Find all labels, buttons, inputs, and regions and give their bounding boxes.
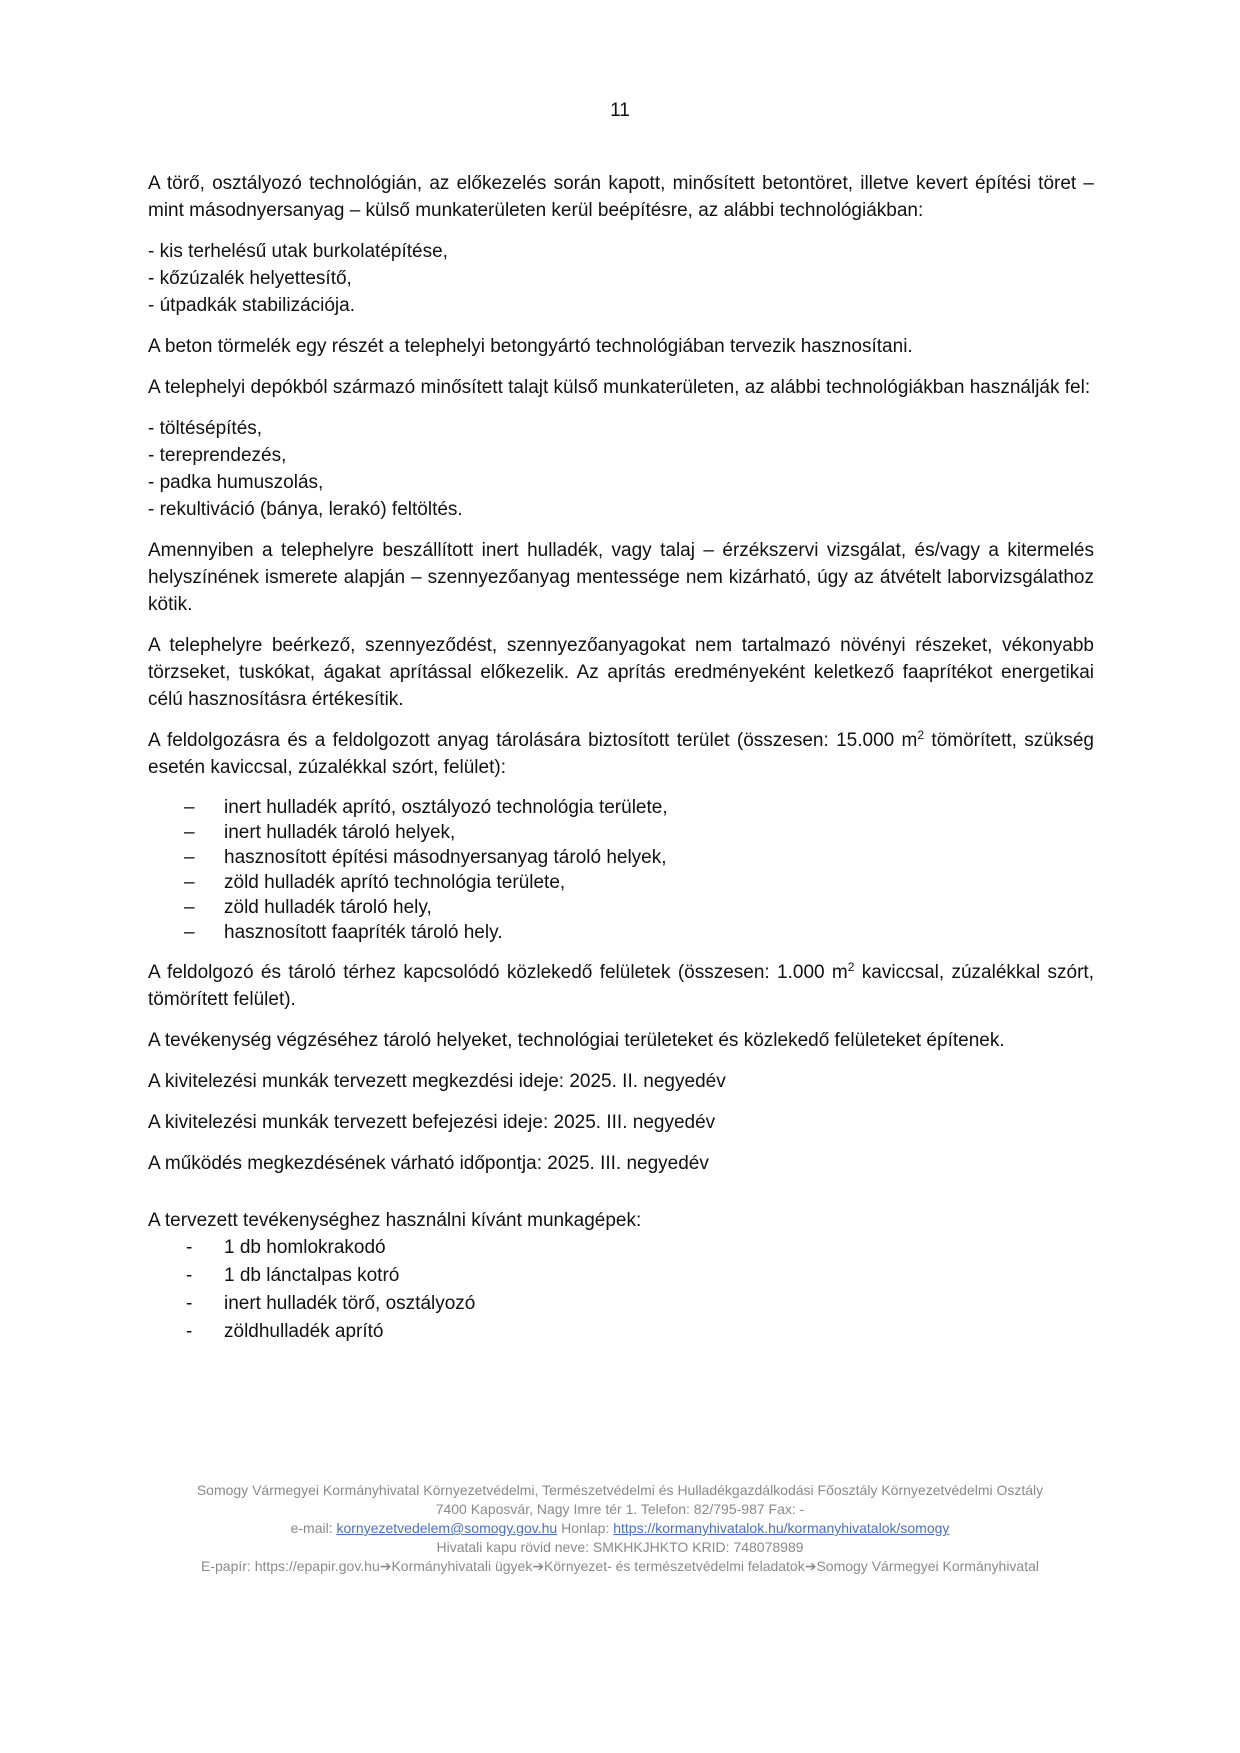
- list-item: [148, 920, 1094, 945]
- text-run: tömörített, szükség esetén kaviccsal, zúzalékkal szórt, felület):: [148, 730, 1094, 778]
- list-item-text: inert hulladék tároló helyek,: [224, 822, 456, 843]
- paragraph: A törő, osztályozó technológián, az előkezelés során kapott, minősített betontöret, illetve kevert építési töret – mint másodnyersanyag – külső munkaterületen kerül beépítésre, az alábbi technológiákban:: [148, 173, 1094, 221]
- list-item: [148, 795, 1094, 820]
- list-item: [148, 845, 1094, 870]
- dash-marker: –: [184, 822, 195, 843]
- footer-epapir: E-papír: https://epapir.gov.hu➔Kormányhivatali ügyek➔Környezet- és természetvédelmi feladatok➔Somogy Vármegyei Kormányhivatal: [201, 1558, 1039, 1574]
- list-item: - kőzúzalék helyettesítő,: [148, 268, 352, 289]
- machines-list: [148, 1234, 1094, 1346]
- paragraph: A telephelyre beérkező, szennyeződést, szennyezőanyagokat nem tartalmazó növényi részeket, vékonyabb törzseket, tuskókat, ágakat aprítással előkezelik. Az aprítás eredményeként keletkező faaprítékot energetikai célú hasznosításra értékesítik.: [148, 635, 1094, 710]
- page-number: 11: [610, 100, 630, 121]
- list-item: [148, 1234, 1094, 1262]
- text-run: kaviccsal, zúzalékkal szórt, tömörített felület).: [148, 962, 1094, 1010]
- text-run: A feldolgozásra és a feldolgozott anyag tárolására biztosított terület (összesen: 15.000 m: [148, 730, 918, 751]
- list-item: [148, 895, 1094, 920]
- dash-marker: –: [184, 797, 195, 818]
- reuse-technologies-list: [148, 238, 1094, 319]
- footer-contact: [0, 1519, 1240, 1538]
- dash-marker: -: [186, 1293, 193, 1314]
- soil-use-list: [148, 415, 1094, 523]
- list-item: [148, 1290, 1094, 1318]
- dash-marker: -: [186, 1265, 193, 1286]
- list-item: - rekultiváció (bánya, lerakó) feltöltés.: [148, 499, 463, 520]
- list-item-text: 1 db homlokrakodó: [224, 1237, 386, 1258]
- area-list: [148, 795, 1094, 945]
- list-item: [148, 820, 1094, 845]
- list-item-text: zöld hulladék tároló hely,: [224, 897, 432, 918]
- paragraph-operation-date: A működés megkezdésének várható időpontja: 2025. III. negyedév: [148, 1153, 709, 1174]
- list-item: [148, 870, 1094, 895]
- footer-office-gateway: Hivatali kapu rövid neve: SMKHKJHKTO KRID: 748078989: [436, 1539, 804, 1555]
- list-item-text: hasznosított faapríték tároló hely.: [224, 922, 503, 943]
- paragraph-start-date: A kivitelezési munkák tervezett megkezdési ideje: 2025. II. negyedév: [148, 1071, 726, 1092]
- list-item: - töltésépítés,: [148, 418, 263, 439]
- machines-intro: A tervezett tevékenységhez használni kívánt munkagépek:: [148, 1210, 642, 1231]
- email-link[interactable]: kornyezetvedelem@somogy.gov.hu: [336, 1520, 558, 1536]
- dash-marker: –: [184, 922, 195, 943]
- dash-marker: –: [184, 872, 195, 893]
- list-item: - kis terhelésű utak burkolatépítése,: [148, 241, 448, 262]
- dash-marker: –: [184, 847, 195, 868]
- paragraph-end-date: A kivitelezési munkák tervezett befejezési ideje: 2025. III. negyedév: [148, 1112, 716, 1133]
- document-body: [148, 170, 1094, 1346]
- text-run: A feldolgozó és tároló térhez kapcsolódó közlekedő felületek (összesen: 1.000 m: [148, 962, 848, 983]
- list-item-text: inert hulladék aprító, osztályozó technológia területe,: [224, 797, 668, 818]
- superscript: 2: [917, 728, 925, 742]
- list-item-text: 1 db lánctalpas kotró: [224, 1265, 400, 1286]
- list-item-text: zöldhulladék aprító: [224, 1321, 384, 1342]
- paragraph: A telephelyi depókból származó minősített talajt külső munkaterületen, az alábbi technológiákban használják fel:: [148, 377, 1091, 398]
- footer-organization: Somogy Vármegyei Kormányhivatal Környezetvédelmi, Természetvédelmi és Hulladékgazdálkodási Főosztály Környezetvédelmi Osztály: [196, 1482, 1044, 1498]
- email-label: e-mail:: [290, 1520, 337, 1536]
- dash-marker: -: [186, 1237, 193, 1258]
- paragraph: A beton törmelék egy részét a telephelyi betongyártó technológiában tervezik hasznosítani.: [148, 336, 913, 357]
- paragraph: A tevékenység végzéséhez tároló helyeket, technológiai területeket és közlekedő felületeket építenek.: [148, 1030, 1005, 1051]
- dash-marker: -: [186, 1321, 193, 1342]
- paragraph-area: [148, 727, 1094, 781]
- list-item: [148, 1318, 1094, 1346]
- list-item-text: zöld hulladék aprító technológia területe,: [224, 872, 566, 893]
- page-footer: [0, 1481, 1240, 1576]
- superscript: 2: [847, 960, 855, 974]
- list-item-text: inert hulladék törő, osztályozó: [224, 1293, 476, 1314]
- dash-marker: –: [184, 897, 195, 918]
- paragraph: Amennyiben a telephelyre beszállított inert hulladék, vagy talaj – érzékszervi vizsgálat, és/vagy a kitermelés helyszínének ismerete alapján – szennyezőanyag mentessége nem kizárható, úgy az átvételt laborvizsgálathoz kötik.: [148, 540, 1094, 615]
- list-item: - tereprendezés,: [148, 445, 287, 466]
- list-item-text: hasznosított építési másodnyersanyag tároló helyek,: [224, 847, 667, 868]
- list-item: - padka humuszolás,: [148, 472, 324, 493]
- website-link[interactable]: https://kormanyhivatalok.hu/kormanyhivatalok/somogy: [613, 1520, 950, 1536]
- list-item: [148, 1262, 1094, 1290]
- list-item: - útpadkák stabilizációja.: [148, 295, 355, 316]
- website-label: Honlap:: [557, 1520, 614, 1536]
- footer-address: 7400 Kaposvár, Nagy Imre tér 1. Telefon: 82/795-987 Fax: -: [435, 1501, 805, 1517]
- paragraph-traffic-surfaces: [148, 959, 1094, 1013]
